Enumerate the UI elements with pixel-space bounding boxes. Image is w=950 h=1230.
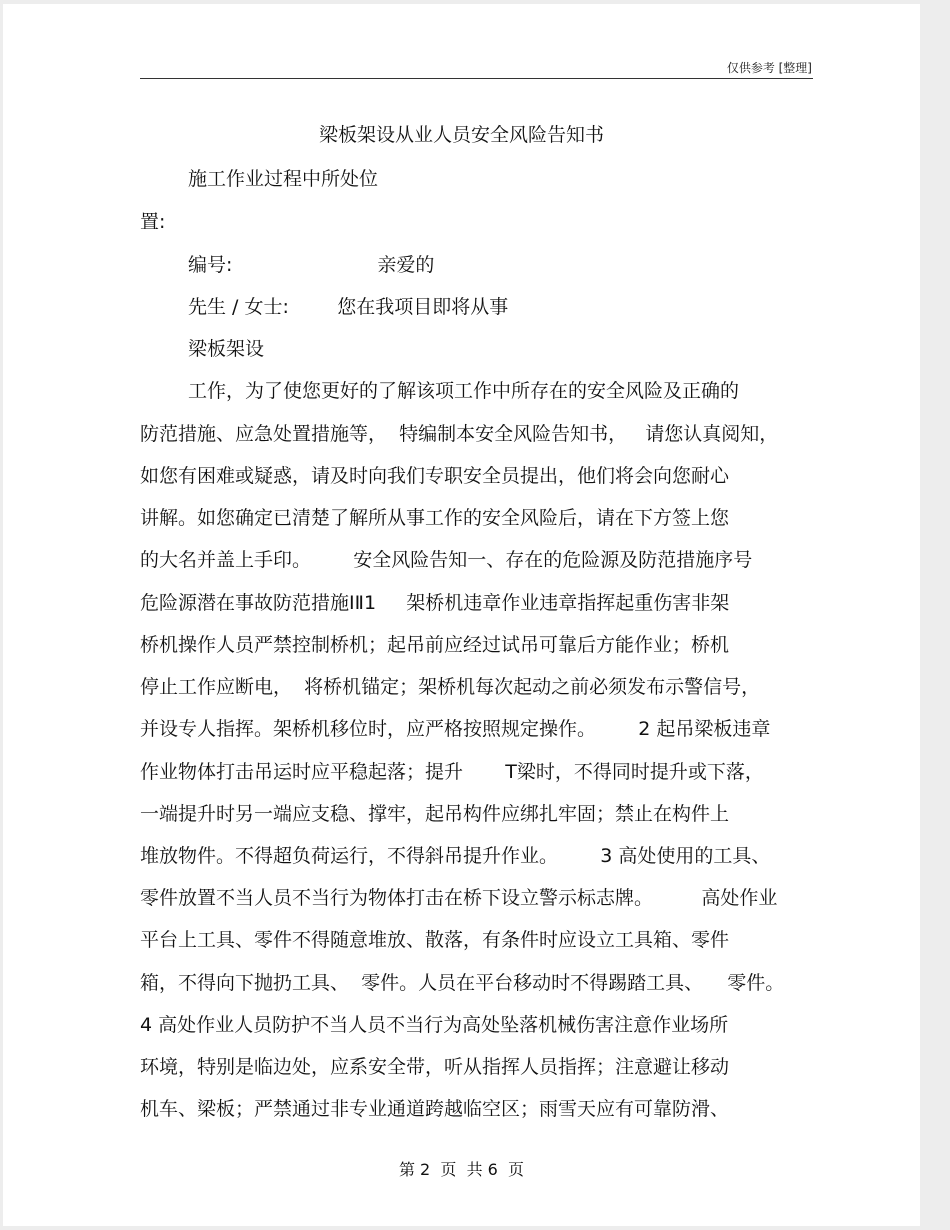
text-line: 讲解。如您确定已清楚了解所从事工作的安全风险后，请在下方签上您 bbox=[140, 507, 730, 529]
text-line: 机车、梁板；严禁通过非专业通道跨越临空区；雨雪天应有可靠防滑、 bbox=[140, 1098, 730, 1120]
text-line: 施工作业过程中所处位 bbox=[188, 168, 379, 190]
text-line: 停止工作应断电， 将桥机锚定；架桥机每次起动之前必须发布示警信号， bbox=[140, 676, 761, 698]
text-line: 零件放置不当人员不当行为物体打击在桥下设立警示标志牌。 高处作业 bbox=[140, 887, 778, 909]
text-line: 防范措施、应急处置措施等， 特编制本安全风险告知书， 请您认真阅知， bbox=[140, 423, 779, 445]
page-number: 第 2 页 共 6 页 bbox=[398, 1160, 525, 1179]
text-line: 编号: 亲爱的 bbox=[188, 254, 435, 276]
text-line: 一端提升时另一端应支稳、撑牢，起吊构件应绑扎牢固；禁止在构件上 bbox=[140, 803, 730, 825]
text-line: 4 高处作业人员防护不当人员不当行为高处坠落机械伤害注意作业场所 bbox=[140, 1014, 729, 1036]
text-line: 工作，为了使您更好的了解该项工作中所存在的安全风险及正确的 bbox=[188, 380, 740, 402]
text-line: 作业物体打击吊运时应平稳起落；提升 T梁时，不得同时提升或下落， bbox=[140, 761, 764, 783]
text-line: 平台上工具、零件不得随意堆放、散落，有条件时应设立工具箱、零件 bbox=[140, 929, 730, 951]
text-line: 梁板架设 bbox=[188, 338, 265, 360]
text-line: 如您有困难或疑惑，请及时向我们专职安全员提出，他们将会向您耐心 bbox=[140, 465, 730, 487]
text-line: 的大名并盖上手印。 安全风险告知一、存在的危险源及防范措施序号 bbox=[140, 549, 753, 571]
document-title: 梁板架设从业人员安全风险告知书 bbox=[318, 124, 604, 146]
text-line: 危险源潜在事故防范措施ⅠⅡ1 架桥机违章作业违章指挥起重伤害非架 bbox=[140, 592, 730, 614]
text-line: 桥机操作人员严禁控制桥机；起吊前应经过试吊可靠后方能作业；桥机 bbox=[140, 634, 730, 656]
text-line: 先生 / 女士: 您在我项目即将从事 bbox=[188, 296, 509, 318]
header-divider bbox=[140, 78, 813, 79]
text-line: 箱，不得向下抛扔工具、 零件。人员在平台移动时不得踢踏工具、 零件。 bbox=[140, 972, 785, 994]
header-note: 仅供参考 [整理] bbox=[726, 61, 812, 75]
text-line: 堆放物件。不得超负荷运行，不得斜吊提升作业。 3 高处使用的工具、 bbox=[140, 845, 771, 867]
document-page bbox=[3, 4, 920, 1226]
text-line: 环境，特别是临边处，应系安全带，听从指挥人员指挥；注意避让移动 bbox=[140, 1056, 730, 1078]
text-line: 并设专人指挥。架桥机移位时，应严格按照规定操作。 2 起吊梁板违章 bbox=[140, 718, 771, 740]
text-line: 置: bbox=[140, 211, 166, 233]
